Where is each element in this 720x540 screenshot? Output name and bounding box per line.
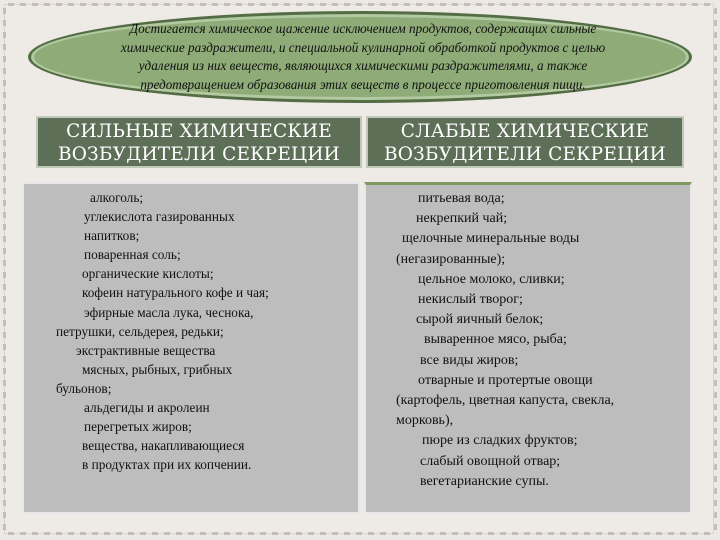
list-item: сырой яичный белок; (416, 312, 544, 328)
list-item: питьевая вода; (418, 191, 505, 206)
list-item: вегетарианские супы. (420, 473, 549, 489)
intro-line: химические раздражители, и специальной кулинарной обработкой продуктов с целью (120, 39, 606, 55)
list-item: некрепкий чай; (416, 211, 508, 227)
list-item: все виды жиров; (420, 352, 519, 368)
list-item: кофеин натурального кофе и чая; (82, 285, 269, 301)
strong-stimulants-header (36, 116, 362, 168)
list-item: углекислота газированных (84, 209, 235, 225)
header-line: ВОЗБУДИТЕЛИ СЕКРЕЦИИ (57, 144, 341, 165)
list-item: слабый овощной отвар; (420, 453, 561, 469)
dashed-border-top (8, 3, 712, 6)
list-item: бульонов; (56, 380, 112, 396)
list-item: отварные и протертые овощи (418, 372, 593, 388)
list-item: перегретых жиров; (84, 419, 192, 435)
list-item: напитков; (84, 228, 140, 244)
list-item: вываренное мясо, рыба; (424, 332, 567, 348)
list-item: морковь), (396, 413, 454, 429)
intro-line: предотвращением образования этих веществ в процессе приготовления пищи. (140, 76, 586, 92)
list-item: вещества, накапливающиеся (82, 438, 245, 454)
list-item: поваренная соль; (84, 247, 181, 263)
list-item: щелочные минеральные воды (402, 231, 580, 247)
list-item: альдегиды и акролеин (84, 400, 210, 416)
list-item: пюре из сладких фруктов; (422, 433, 578, 449)
list-item: (картофель, цветная капуста, свекла, (396, 393, 615, 409)
list-item: экстрактивные вещества (76, 342, 216, 358)
weak-stimulants-list (364, 182, 692, 514)
list-item: цельное молоко, сливки; (418, 271, 565, 287)
intro-text (48, 20, 678, 94)
list-item: некислый творог; (418, 292, 523, 308)
list-item: эфирные масла лука, чеснока, (84, 304, 254, 320)
list-item: петрушки, сельдерея, редьки; (56, 323, 224, 339)
list-item: (негазированные); (396, 251, 506, 267)
list-item: в продуктах при их копчении. (82, 457, 252, 473)
header-line: ВОЗБУДИТЕЛИ СЕКРЕЦИИ (383, 144, 667, 165)
dashed-border-left (3, 8, 6, 532)
header-line: СЛАБЫЕ ХИМИЧЕСКИЕ (400, 121, 650, 142)
dashed-border-right (714, 8, 717, 532)
intro-line: Достигается химическое щажение исключением продуктов, содержащих сильные (129, 21, 597, 36)
list-item: алкоголь; (90, 190, 144, 205)
list-item: органические кислоты; (82, 266, 214, 282)
dashed-border-bottom (8, 532, 712, 535)
strong-stimulants-list (22, 182, 360, 514)
header-line: СИЛЬНЫЕ ХИМИЧЕСКИЕ (66, 121, 332, 142)
list-item: мясных, рыбных, грибных (82, 361, 233, 377)
intro-line: удаления из них веществ, являющихся химическими раздражителями, а также (138, 58, 588, 73)
weak-stimulants-header (366, 116, 684, 168)
